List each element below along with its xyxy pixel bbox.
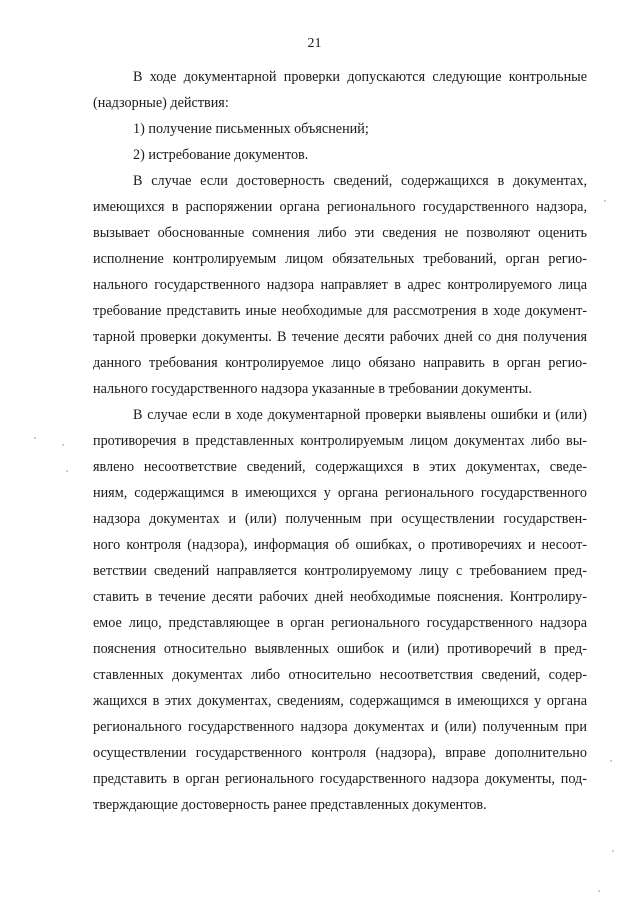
text-line: противоречия в представленных контролируемым лицом документах либо вы- — [93, 433, 587, 449]
paragraph-2 — [93, 168, 587, 402]
text-line: ниям, содержащимся в имеющихся у органа регионального государственного — [93, 485, 587, 501]
text-line: нального государственного надзора указанные в требовании документы. — [93, 381, 532, 397]
scan-speck — [604, 200, 606, 202]
text-line: надзора документах и (или) полученным при осуществлении государствен- — [93, 511, 587, 527]
text-line: имеющихся в распоряжении органа регионального государственного надзора, — [93, 199, 587, 215]
scan-speck — [610, 760, 612, 762]
text-line: регионального государственного надзора документах и (или) полученным при — [93, 719, 587, 735]
text-line: тарной проверки документы. В течение десяти рабочих дней со дня получения — [93, 329, 587, 345]
text-line: ставить в течение десяти рабочих дней необходимые пояснения. Контролиру- — [93, 589, 587, 605]
document-body — [93, 64, 587, 818]
text-line: тверждающие достоверность ранее представленных документов. — [93, 797, 487, 813]
text-line: явлено несоответствие сведений, содержащихся в этих документах, сведе- — [93, 459, 587, 475]
text-line: (надзорные) действия: — [93, 95, 229, 111]
text-line: пояснения относительно выявленных ошибок и (или) противоречий в пред- — [93, 641, 587, 657]
scan-speck — [66, 470, 68, 472]
text-line: В случае если в ходе документарной проверки выявлены ошибки и (или) — [133, 407, 587, 423]
text-line: ветствии сведений направляется контролируемому лицу с требованием пред- — [93, 563, 587, 579]
text-line: ного контроля (надзора), информация об ошибках, о противоречиях и несоот- — [93, 537, 587, 553]
text-line: емое лицо, представляющее в орган регионального государственного надзора — [93, 615, 587, 631]
text-line: вызывает обоснованные сомнения либо эти сведения не позволяют оценить — [93, 225, 587, 241]
list — [93, 116, 587, 168]
text-line: представить в орган регионального государственного надзора документы, под- — [93, 771, 587, 787]
text-line: В случае если достоверность сведений, содержащихся в документах, — [133, 173, 587, 189]
text-line: исполнение контролируемым лицом обязательных требований, орган регио- — [93, 251, 587, 267]
text-line: жащихся в этих документах, сведениям, содержащимся в имеющихся у органа — [93, 693, 587, 709]
scan-speck — [598, 890, 600, 892]
list-item: 2) истребование документов. — [133, 147, 309, 163]
list-item: 1) получение письменных объяснений; — [133, 121, 369, 137]
paragraph-1 — [93, 64, 587, 116]
text-line: ставленных документах либо относительно несоответствия сведений, содер- — [93, 667, 587, 683]
page-number: 21 — [307, 36, 322, 51]
text-line: требование представить иные необходимые для рассмотрения в ходе документ- — [93, 303, 587, 319]
text-line: нального государственного надзора направляет в адрес контролируемого лица — [93, 277, 587, 293]
scan-speck — [62, 444, 64, 446]
text-line: данного требования контролируемое лицо обязано направить в орган регио- — [93, 355, 587, 371]
scan-speck — [34, 437, 36, 439]
text-line: В ходе документарной проверки допускаются следующие контрольные — [133, 69, 587, 85]
paragraph-3 — [93, 402, 587, 818]
scan-speck — [612, 850, 614, 852]
text-line: осуществлении государственного контроля (надзора), вправе дополнительно — [93, 745, 587, 761]
